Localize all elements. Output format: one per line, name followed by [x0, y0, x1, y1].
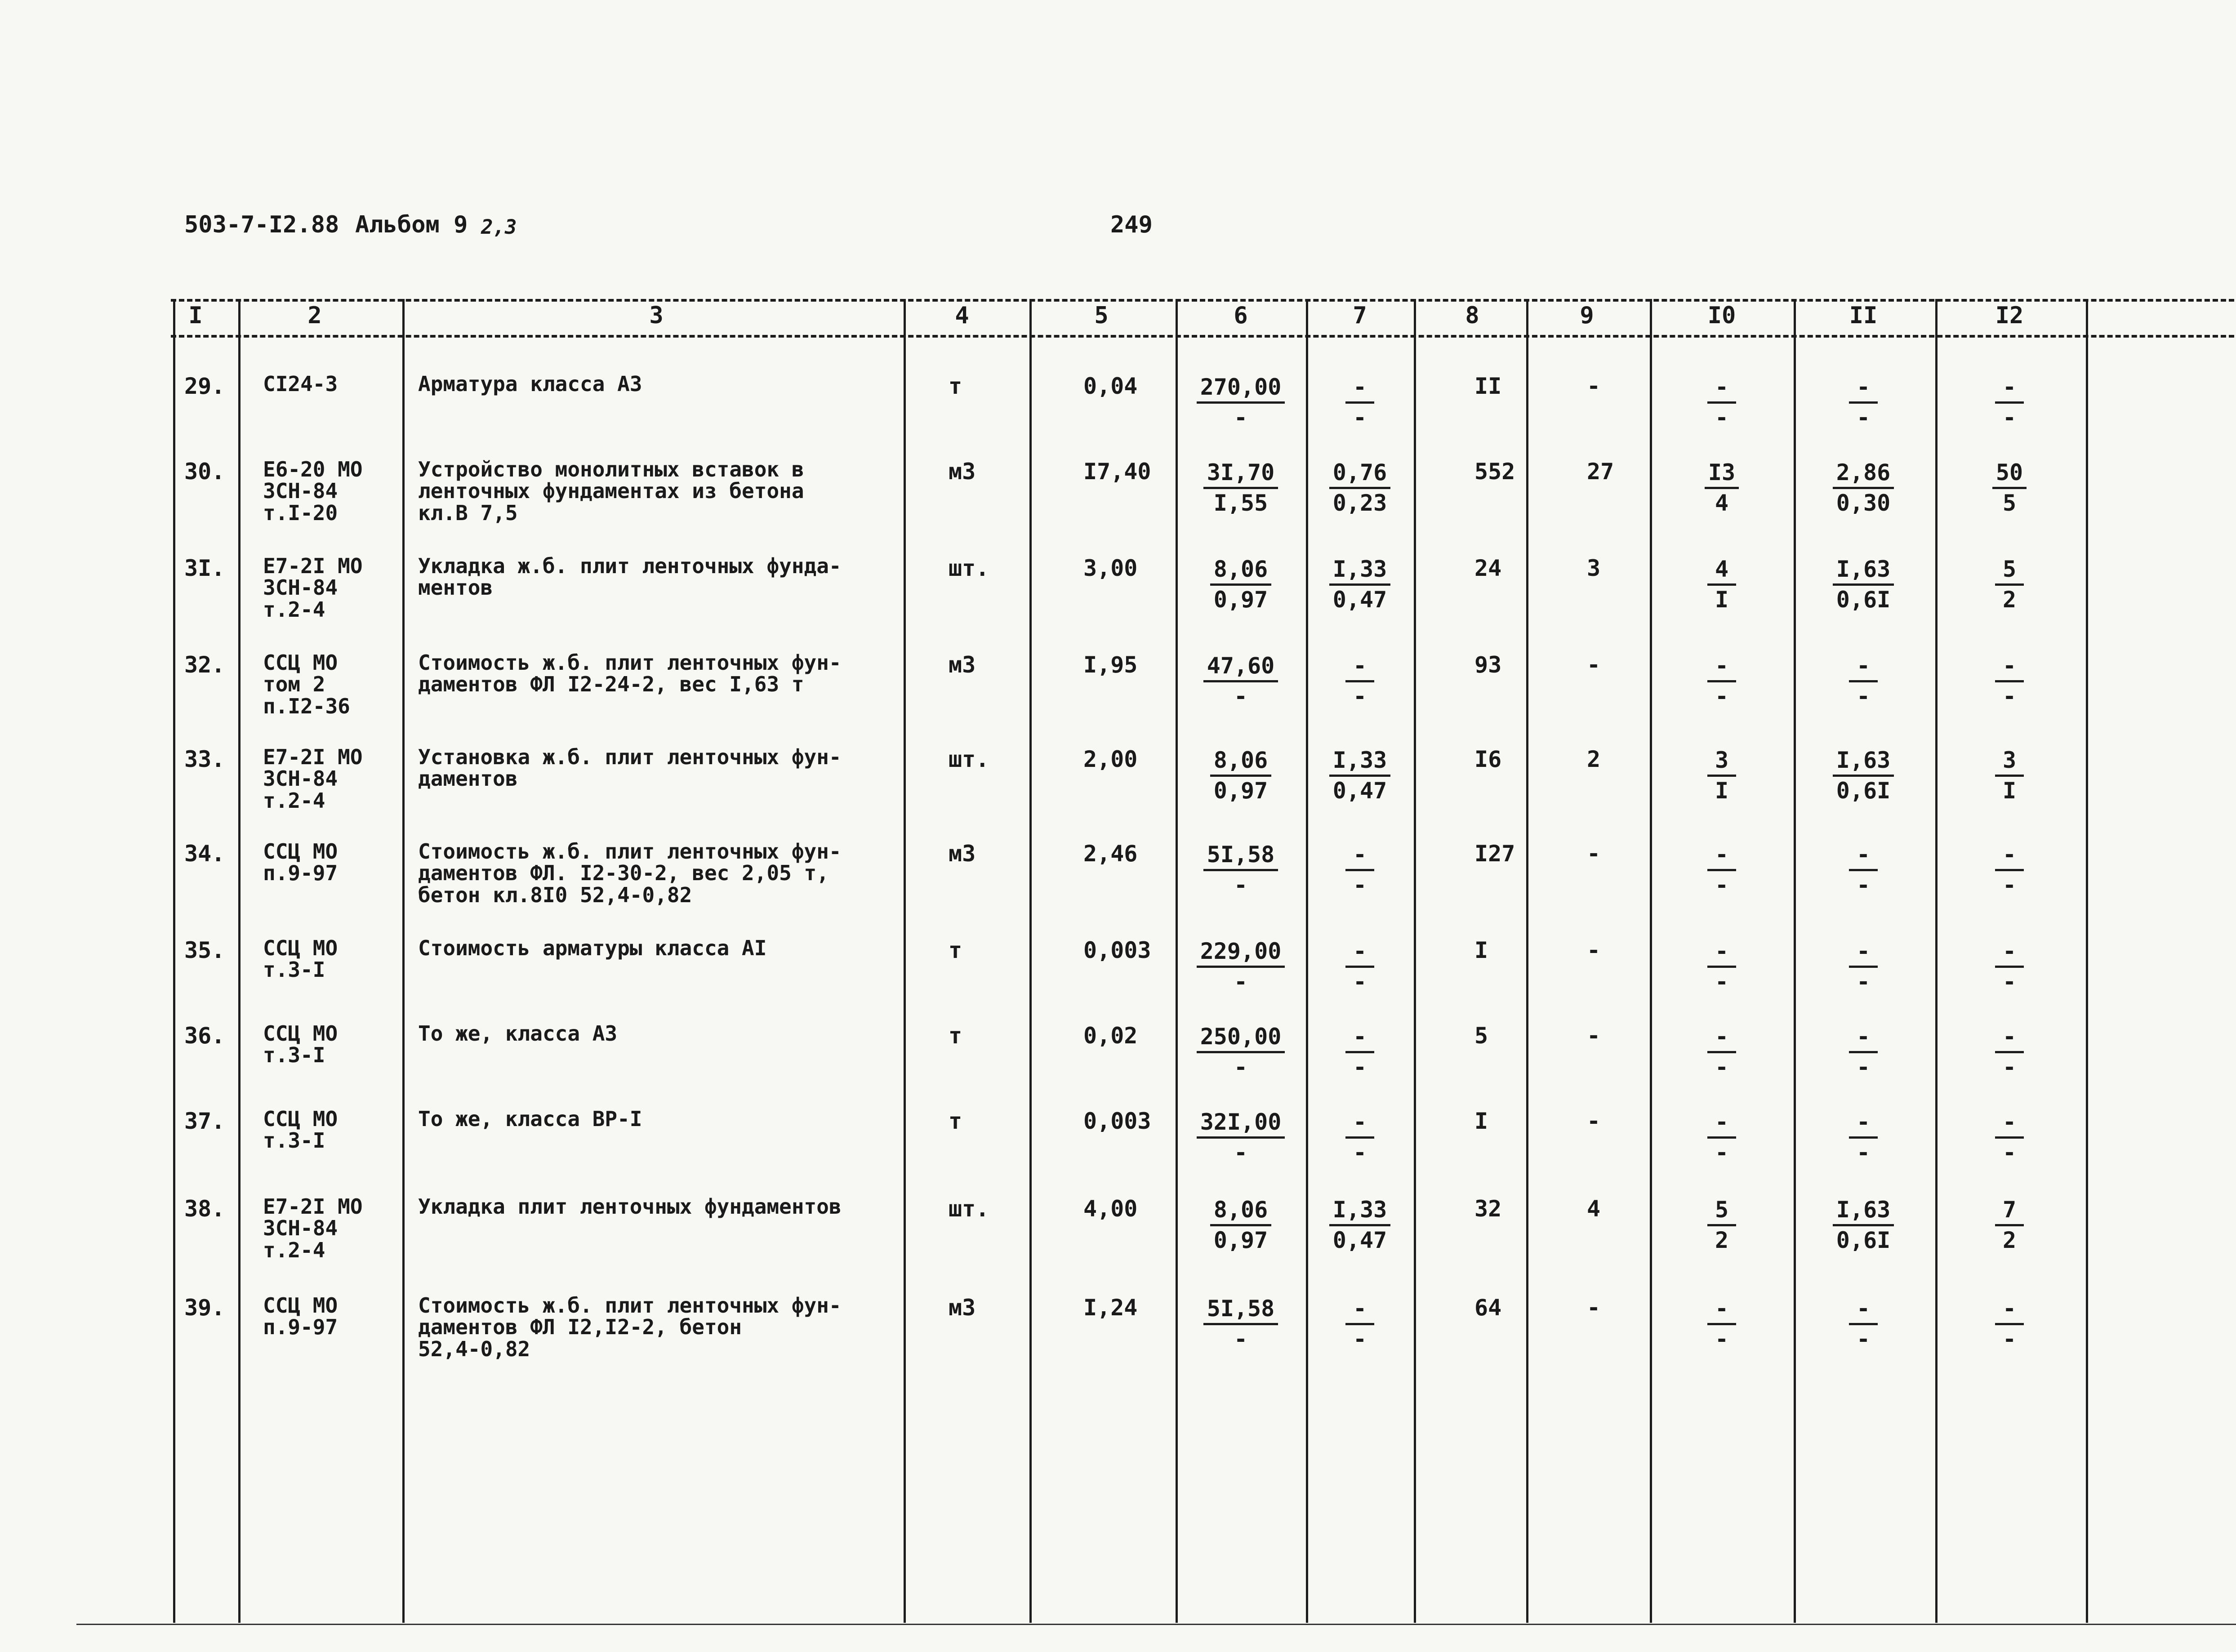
labor-total-denominator: 5 — [2002, 490, 2017, 516]
total-wage: - — [1587, 1295, 1601, 1321]
labor-total-denominator: - — [2002, 1326, 2017, 1352]
cost-per-unit-numerator: 8,06 — [1210, 746, 1271, 777]
row-number: 39. — [184, 1295, 225, 1321]
cost-per-unit-numerator: 250,00 — [1197, 1023, 1285, 1053]
machine-cost — [1663, 652, 1780, 710]
total-wage: - — [1587, 1108, 1601, 1134]
page-number: 249 — [1110, 211, 1153, 238]
wage-per-unit-numerator: - — [1345, 1295, 1374, 1325]
labor-total — [1951, 1023, 2068, 1081]
machine-cost-numerator: - — [1707, 1023, 1736, 1053]
total-cost: I — [1474, 937, 1488, 963]
labor-per-unit-denominator: - — [1856, 683, 1871, 709]
total-wage: - — [1587, 937, 1601, 963]
labor-per-unit — [1805, 746, 1922, 805]
column-rule — [2086, 299, 2088, 1623]
machine-cost-denominator: - — [1715, 968, 1729, 995]
quantity: 0,003 — [1083, 937, 1151, 963]
work-description: Стоимость ж.б. плит ленточных фун- даментов ФЛ I2-24-2, вес I,63 т — [418, 650, 842, 697]
labor-per-unit-denominator: - — [1856, 1139, 1871, 1166]
quantity: 2,00 — [1083, 746, 1138, 772]
labor-per-unit-denominator: - — [1856, 872, 1871, 898]
wage-per-unit — [1301, 1295, 1418, 1353]
column-number: 9 — [1580, 302, 1594, 329]
machine-cost — [1663, 937, 1780, 996]
labor-per-unit-numerator: - — [1849, 373, 1878, 404]
machine-cost-numerator: - — [1707, 652, 1736, 682]
row-number: 36. — [184, 1023, 225, 1049]
unit: м3 — [949, 652, 976, 678]
machine-cost-numerator: - — [1707, 841, 1736, 871]
labor-per-unit-denominator: 0,30 — [1836, 490, 1891, 516]
labor-per-unit-denominator: 0,6I — [1836, 1227, 1891, 1253]
column-number: 2 — [307, 302, 322, 329]
labor-per-unit-numerator: I,63 — [1833, 746, 1894, 777]
table-bottom-rule — [76, 1624, 2236, 1625]
total-cost: I6 — [1474, 746, 1502, 772]
column-number: 7 — [1353, 302, 1367, 329]
column-rule — [402, 299, 405, 1623]
header-top-rule — [171, 299, 2234, 302]
total-wage: 2 — [1587, 746, 1601, 772]
unit: т — [949, 373, 962, 399]
wage-per-unit-denominator: - — [1353, 872, 1367, 898]
reference-code: ССЦ МО п.9-97 — [263, 839, 338, 886]
cost-per-unit — [1182, 1023, 1299, 1081]
quantity: 2,46 — [1083, 841, 1138, 867]
column-rule — [1029, 299, 1032, 1623]
labor-per-unit-numerator: 2,86 — [1833, 459, 1894, 489]
labor-per-unit-denominator: 0,6I — [1836, 777, 1891, 804]
wage-per-unit-numerator: - — [1345, 937, 1374, 968]
column-number: 6 — [1234, 302, 1248, 329]
labor-per-unit — [1805, 459, 1922, 517]
labor-total — [1951, 1295, 2068, 1353]
cost-per-unit — [1182, 373, 1299, 432]
row-number: 33. — [184, 746, 225, 772]
labor-total — [1951, 555, 2068, 614]
unit: т — [949, 1023, 962, 1049]
labor-total — [1951, 1196, 2068, 1254]
unit: шт. — [949, 746, 989, 772]
quantity: 4,00 — [1083, 1196, 1138, 1222]
machine-cost-denominator: - — [1715, 872, 1729, 898]
total-cost: 5 — [1474, 1023, 1488, 1049]
unit: т — [949, 937, 962, 963]
unit: м3 — [949, 459, 976, 485]
labor-total-denominator: - — [2002, 1054, 2017, 1080]
machine-cost — [1663, 373, 1780, 432]
document-code: 503-7-I2.88 — [184, 211, 339, 238]
column-rule — [238, 299, 241, 1623]
column-number: I2 — [1995, 302, 2024, 329]
wage-per-unit-numerator: - — [1345, 1108, 1374, 1139]
labor-per-unit-denominator: 0,6I — [1836, 586, 1891, 613]
work-description: Установка ж.б. плит ленточных фун- даментов — [418, 745, 842, 791]
total-wage: 3 — [1587, 555, 1601, 581]
machine-cost-numerator: 4 — [1707, 555, 1736, 586]
labor-per-unit-denominator: - — [1856, 1326, 1871, 1352]
reference-code: Е7-2I МО ЗСН-84 т.2-4 — [263, 554, 363, 622]
reference-code: Е7-2I МО ЗСН-84 т.2-4 — [263, 1194, 363, 1262]
machine-cost — [1663, 1023, 1780, 1081]
wage-per-unit-denominator: - — [1353, 1326, 1367, 1352]
cost-per-unit-denominator: - — [1234, 872, 1248, 898]
total-wage: 4 — [1587, 1196, 1601, 1222]
labor-per-unit-numerator: I,63 — [1833, 555, 1894, 586]
labor-total — [1951, 459, 2068, 517]
unit: шт. — [949, 1196, 989, 1222]
cost-per-unit-numerator: 3I,70 — [1203, 459, 1278, 489]
wage-per-unit — [1301, 373, 1418, 432]
labor-per-unit-denominator: - — [1856, 968, 1871, 995]
labor-per-unit-numerator: - — [1849, 937, 1878, 968]
wage-per-unit-denominator: 0,23 — [1332, 490, 1387, 516]
wage-per-unit-denominator: - — [1353, 968, 1367, 995]
cost-per-unit — [1182, 746, 1299, 805]
machine-cost-denominator: 2 — [1715, 1227, 1729, 1253]
wage-per-unit-numerator: - — [1345, 373, 1374, 404]
labor-per-unit — [1805, 1108, 1922, 1167]
labor-per-unit-denominator: - — [1856, 1054, 1871, 1080]
total-wage: 27 — [1587, 459, 1614, 485]
quantity: I,24 — [1083, 1295, 1138, 1321]
labor-total-numerator: - — [1995, 652, 2024, 682]
labor-per-unit-numerator: - — [1849, 652, 1878, 682]
column-number: II — [1849, 302, 1878, 329]
row-number: 38. — [184, 1196, 225, 1222]
wage-per-unit-numerator: - — [1345, 1023, 1374, 1053]
labor-total-numerator: - — [1995, 1295, 2024, 1325]
quantity: 0,04 — [1083, 373, 1138, 399]
total-cost: 24 — [1474, 555, 1502, 581]
work-description: То же, класса А3 — [418, 1021, 618, 1046]
machine-cost — [1663, 746, 1780, 805]
machine-cost-denominator: - — [1715, 1054, 1729, 1080]
row-number: 35. — [184, 937, 225, 963]
total-cost: 32 — [1474, 1196, 1502, 1222]
labor-total-denominator: - — [2002, 1139, 2017, 1166]
machine-cost-denominator: I — [1715, 777, 1729, 804]
quantity: I7,40 — [1083, 459, 1151, 485]
labor-per-unit-denominator: - — [1856, 404, 1871, 431]
reference-code: ССЦ МО том 2 п.I2-36 — [263, 650, 350, 718]
cost-per-unit-numerator: 229,00 — [1197, 937, 1285, 968]
column-rule — [1794, 299, 1796, 1623]
reference-code: ССЦ МО т.3-I — [263, 1021, 338, 1068]
machine-cost-denominator: - — [1715, 683, 1729, 709]
machine-cost — [1663, 459, 1780, 517]
machine-cost-numerator: - — [1707, 1108, 1736, 1139]
total-cost: 64 — [1474, 1295, 1502, 1321]
column-number: 4 — [955, 302, 969, 329]
labor-total-numerator: - — [1995, 841, 2024, 871]
cost-per-unit-denominator: - — [1234, 1139, 1248, 1166]
labor-total — [1951, 841, 2068, 899]
labor-total — [1951, 373, 2068, 432]
labor-per-unit — [1805, 555, 1922, 614]
total-cost: II — [1474, 373, 1502, 399]
total-wage: - — [1587, 652, 1601, 678]
wage-per-unit-numerator: I,33 — [1329, 555, 1390, 586]
cost-per-unit-numerator: 8,06 — [1210, 1196, 1271, 1226]
work-description: Арматура класса А3 — [418, 372, 642, 396]
labor-total-denominator: 2 — [2002, 1227, 2017, 1253]
wage-per-unit-denominator: 0,47 — [1332, 586, 1387, 613]
column-rule — [904, 299, 906, 1623]
cost-per-unit-denominator: - — [1234, 1326, 1248, 1352]
column-rule — [173, 299, 175, 1623]
header-bottom-rule — [171, 335, 2234, 338]
wage-per-unit-numerator: I,33 — [1329, 1196, 1390, 1226]
row-number: 34. — [184, 841, 225, 867]
reference-code: Е7-2I МО ЗСН-84 т.2-4 — [263, 745, 363, 813]
row-number: 37. — [184, 1108, 225, 1134]
unit: м3 — [949, 841, 976, 867]
row-number: 29. — [184, 373, 225, 399]
row-number: 32. — [184, 652, 225, 678]
column-number: 5 — [1094, 302, 1109, 329]
cost-per-unit-numerator: 8,06 — [1210, 555, 1271, 586]
cost-per-unit-denominator: 0,97 — [1213, 586, 1268, 613]
machine-cost-numerator: - — [1707, 937, 1736, 968]
labor-total-denominator: - — [2002, 683, 2017, 709]
unit: м3 — [949, 1295, 976, 1321]
cost-per-unit-numerator: 270,00 — [1197, 373, 1285, 404]
cost-per-unit — [1182, 1108, 1299, 1167]
column-rule — [1935, 299, 1938, 1623]
quantity: I,95 — [1083, 652, 1138, 678]
total-cost: 552 — [1474, 459, 1515, 485]
reference-code: ССЦ МО т.3-I — [263, 1107, 338, 1153]
work-description: Укладка плит ленточных фундаментов — [418, 1194, 842, 1219]
labor-total-numerator: 50 — [1992, 459, 2027, 489]
column-number: I0 — [1707, 302, 1736, 329]
wage-per-unit-denominator: - — [1353, 1054, 1367, 1080]
wage-per-unit-numerator: - — [1345, 841, 1374, 871]
machine-cost-numerator: - — [1707, 373, 1736, 404]
labor-total-numerator: 3 — [1995, 746, 2024, 777]
labor-total-denominator: I — [2002, 777, 2017, 804]
wage-per-unit — [1301, 746, 1418, 805]
labor-per-unit — [1805, 1295, 1922, 1353]
wage-per-unit-denominator: - — [1353, 1139, 1367, 1166]
column-number: I — [188, 302, 203, 329]
labor-per-unit-numerator: I,63 — [1833, 1196, 1894, 1226]
column-number: 3 — [649, 302, 664, 329]
work-description: Устройство монолитных вставок в ленточных фундаментах из бетона кл.В 7,5 — [418, 457, 804, 525]
wage-per-unit — [1301, 937, 1418, 996]
wage-per-unit — [1301, 1023, 1418, 1081]
cost-per-unit-denominator: - — [1234, 683, 1248, 709]
labor-total-numerator: - — [1995, 1023, 2024, 1053]
machine-cost-denominator: 4 — [1715, 490, 1729, 516]
machine-cost — [1663, 1108, 1780, 1167]
reference-code: CI24-3 — [263, 372, 338, 396]
total-cost: I — [1474, 1108, 1488, 1134]
machine-cost-denominator: - — [1715, 1139, 1729, 1166]
wage-per-unit — [1301, 459, 1418, 517]
labor-total-denominator: 2 — [2002, 586, 2017, 613]
work-description: Стоимость ж.б. плит ленточных фун- даментов ФЛ. I2-30-2, вес 2,05 т, бетон кл.8I0 52,4-0,82 — [418, 839, 842, 907]
labor-total-denominator: - — [2002, 872, 2017, 898]
wage-per-unit-denominator: - — [1353, 683, 1367, 709]
cost-per-unit — [1182, 1295, 1299, 1353]
cost-per-unit-numerator: 47,60 — [1203, 652, 1278, 682]
total-wage: - — [1587, 373, 1601, 399]
total-wage: - — [1587, 1023, 1601, 1049]
labor-per-unit — [1805, 841, 1922, 899]
labor-total-denominator: - — [2002, 968, 2017, 995]
work-description: Стоимость ж.б. плит ленточных фун- даментов ФЛ I2,I2-2, бетон 52,4-0,82 — [418, 1293, 842, 1361]
machine-cost — [1663, 1196, 1780, 1254]
unit: т — [949, 1108, 962, 1134]
labor-per-unit — [1805, 373, 1922, 432]
wage-per-unit-denominator: 0,47 — [1332, 777, 1387, 804]
labor-per-unit — [1805, 1196, 1922, 1254]
cost-per-unit-numerator: 5I,58 — [1203, 841, 1278, 871]
wage-per-unit-numerator: - — [1345, 652, 1374, 682]
labor-total-numerator: - — [1995, 937, 2024, 968]
labor-per-unit — [1805, 1023, 1922, 1081]
column-number: 8 — [1465, 302, 1479, 329]
labor-total-numerator: 7 — [1995, 1196, 2024, 1226]
total-wage: - — [1587, 841, 1601, 867]
cost-per-unit-denominator: I,55 — [1213, 490, 1268, 516]
reference-code: Е6-20 МО ЗСН-84 т.I-20 — [263, 457, 363, 525]
cost-per-unit-denominator: - — [1234, 404, 1248, 431]
wage-per-unit — [1301, 1108, 1418, 1167]
work-description: То же, класса ВР-I — [418, 1107, 642, 1131]
cost-per-unit — [1182, 841, 1299, 899]
cost-per-unit-denominator: 0,97 — [1213, 777, 1268, 804]
unit: шт. — [949, 555, 989, 581]
labor-total-numerator: - — [1995, 1108, 2024, 1139]
labor-per-unit-numerator: - — [1849, 841, 1878, 871]
machine-cost-denominator: - — [1715, 404, 1729, 431]
album-note: 2,3 — [481, 216, 517, 239]
wage-per-unit — [1301, 652, 1418, 710]
cost-per-unit-denominator: - — [1234, 968, 1248, 995]
machine-cost-numerator: I3 — [1705, 459, 1739, 489]
quantity: 0,02 — [1083, 1023, 1138, 1049]
quantity: 3,00 — [1083, 555, 1138, 581]
wage-per-unit-numerator: 0,76 — [1329, 459, 1390, 489]
cost-per-unit-denominator: - — [1234, 1054, 1248, 1080]
column-rule — [1176, 299, 1178, 1623]
machine-cost-numerator: 5 — [1707, 1196, 1736, 1226]
labor-per-unit-numerator: - — [1849, 1023, 1878, 1053]
labor-per-unit-numerator: - — [1849, 1108, 1878, 1139]
row-number: 30. — [184, 459, 225, 485]
cost-per-unit — [1182, 652, 1299, 710]
cost-per-unit — [1182, 937, 1299, 996]
labor-total-denominator: - — [2002, 404, 2017, 431]
machine-cost — [1663, 841, 1780, 899]
machine-cost-denominator: - — [1715, 1326, 1729, 1352]
labor-per-unit — [1805, 652, 1922, 710]
labor-total-numerator: 5 — [1995, 555, 2024, 586]
labor-per-unit-numerator: - — [1849, 1295, 1878, 1325]
machine-cost-denominator: I — [1715, 586, 1729, 613]
work-description: Стоимость арматуры класса АI — [418, 936, 767, 960]
total-cost: I27 — [1474, 841, 1515, 867]
work-description: Укладка ж.б. плит ленточных фунда- ментов — [418, 554, 842, 600]
cost-per-unit-numerator: 5I,58 — [1203, 1295, 1278, 1325]
machine-cost — [1663, 555, 1780, 614]
reference-code: ССЦ МО т.3-I — [263, 936, 338, 982]
cost-per-unit-denominator: 0,97 — [1213, 1227, 1268, 1253]
labor-total — [1951, 937, 2068, 996]
wage-per-unit — [1301, 841, 1418, 899]
reference-code: ССЦ МО п.9-97 — [263, 1293, 338, 1340]
wage-per-unit-denominator: 0,47 — [1332, 1227, 1387, 1253]
labor-total — [1951, 746, 2068, 805]
wage-per-unit-denominator: - — [1353, 404, 1367, 431]
cost-per-unit-numerator: 32I,00 — [1197, 1108, 1285, 1139]
cost-per-unit — [1182, 459, 1299, 517]
machine-cost — [1663, 1295, 1780, 1353]
total-cost: 93 — [1474, 652, 1502, 678]
wage-per-unit-numerator: I,33 — [1329, 746, 1390, 777]
wage-per-unit — [1301, 555, 1418, 614]
album-label: Альбом 9 — [355, 211, 468, 238]
quantity: 0,003 — [1083, 1108, 1151, 1134]
wage-per-unit — [1301, 1196, 1418, 1254]
labor-total — [1951, 652, 2068, 710]
machine-cost-numerator: - — [1707, 1295, 1736, 1325]
labor-total-numerator: - — [1995, 373, 2024, 404]
machine-cost-numerator: 3 — [1707, 746, 1736, 777]
row-number: 3I. — [184, 555, 225, 581]
cost-per-unit — [1182, 555, 1299, 614]
labor-total — [1951, 1108, 2068, 1167]
cost-per-unit — [1182, 1196, 1299, 1254]
labor-per-unit — [1805, 937, 1922, 996]
